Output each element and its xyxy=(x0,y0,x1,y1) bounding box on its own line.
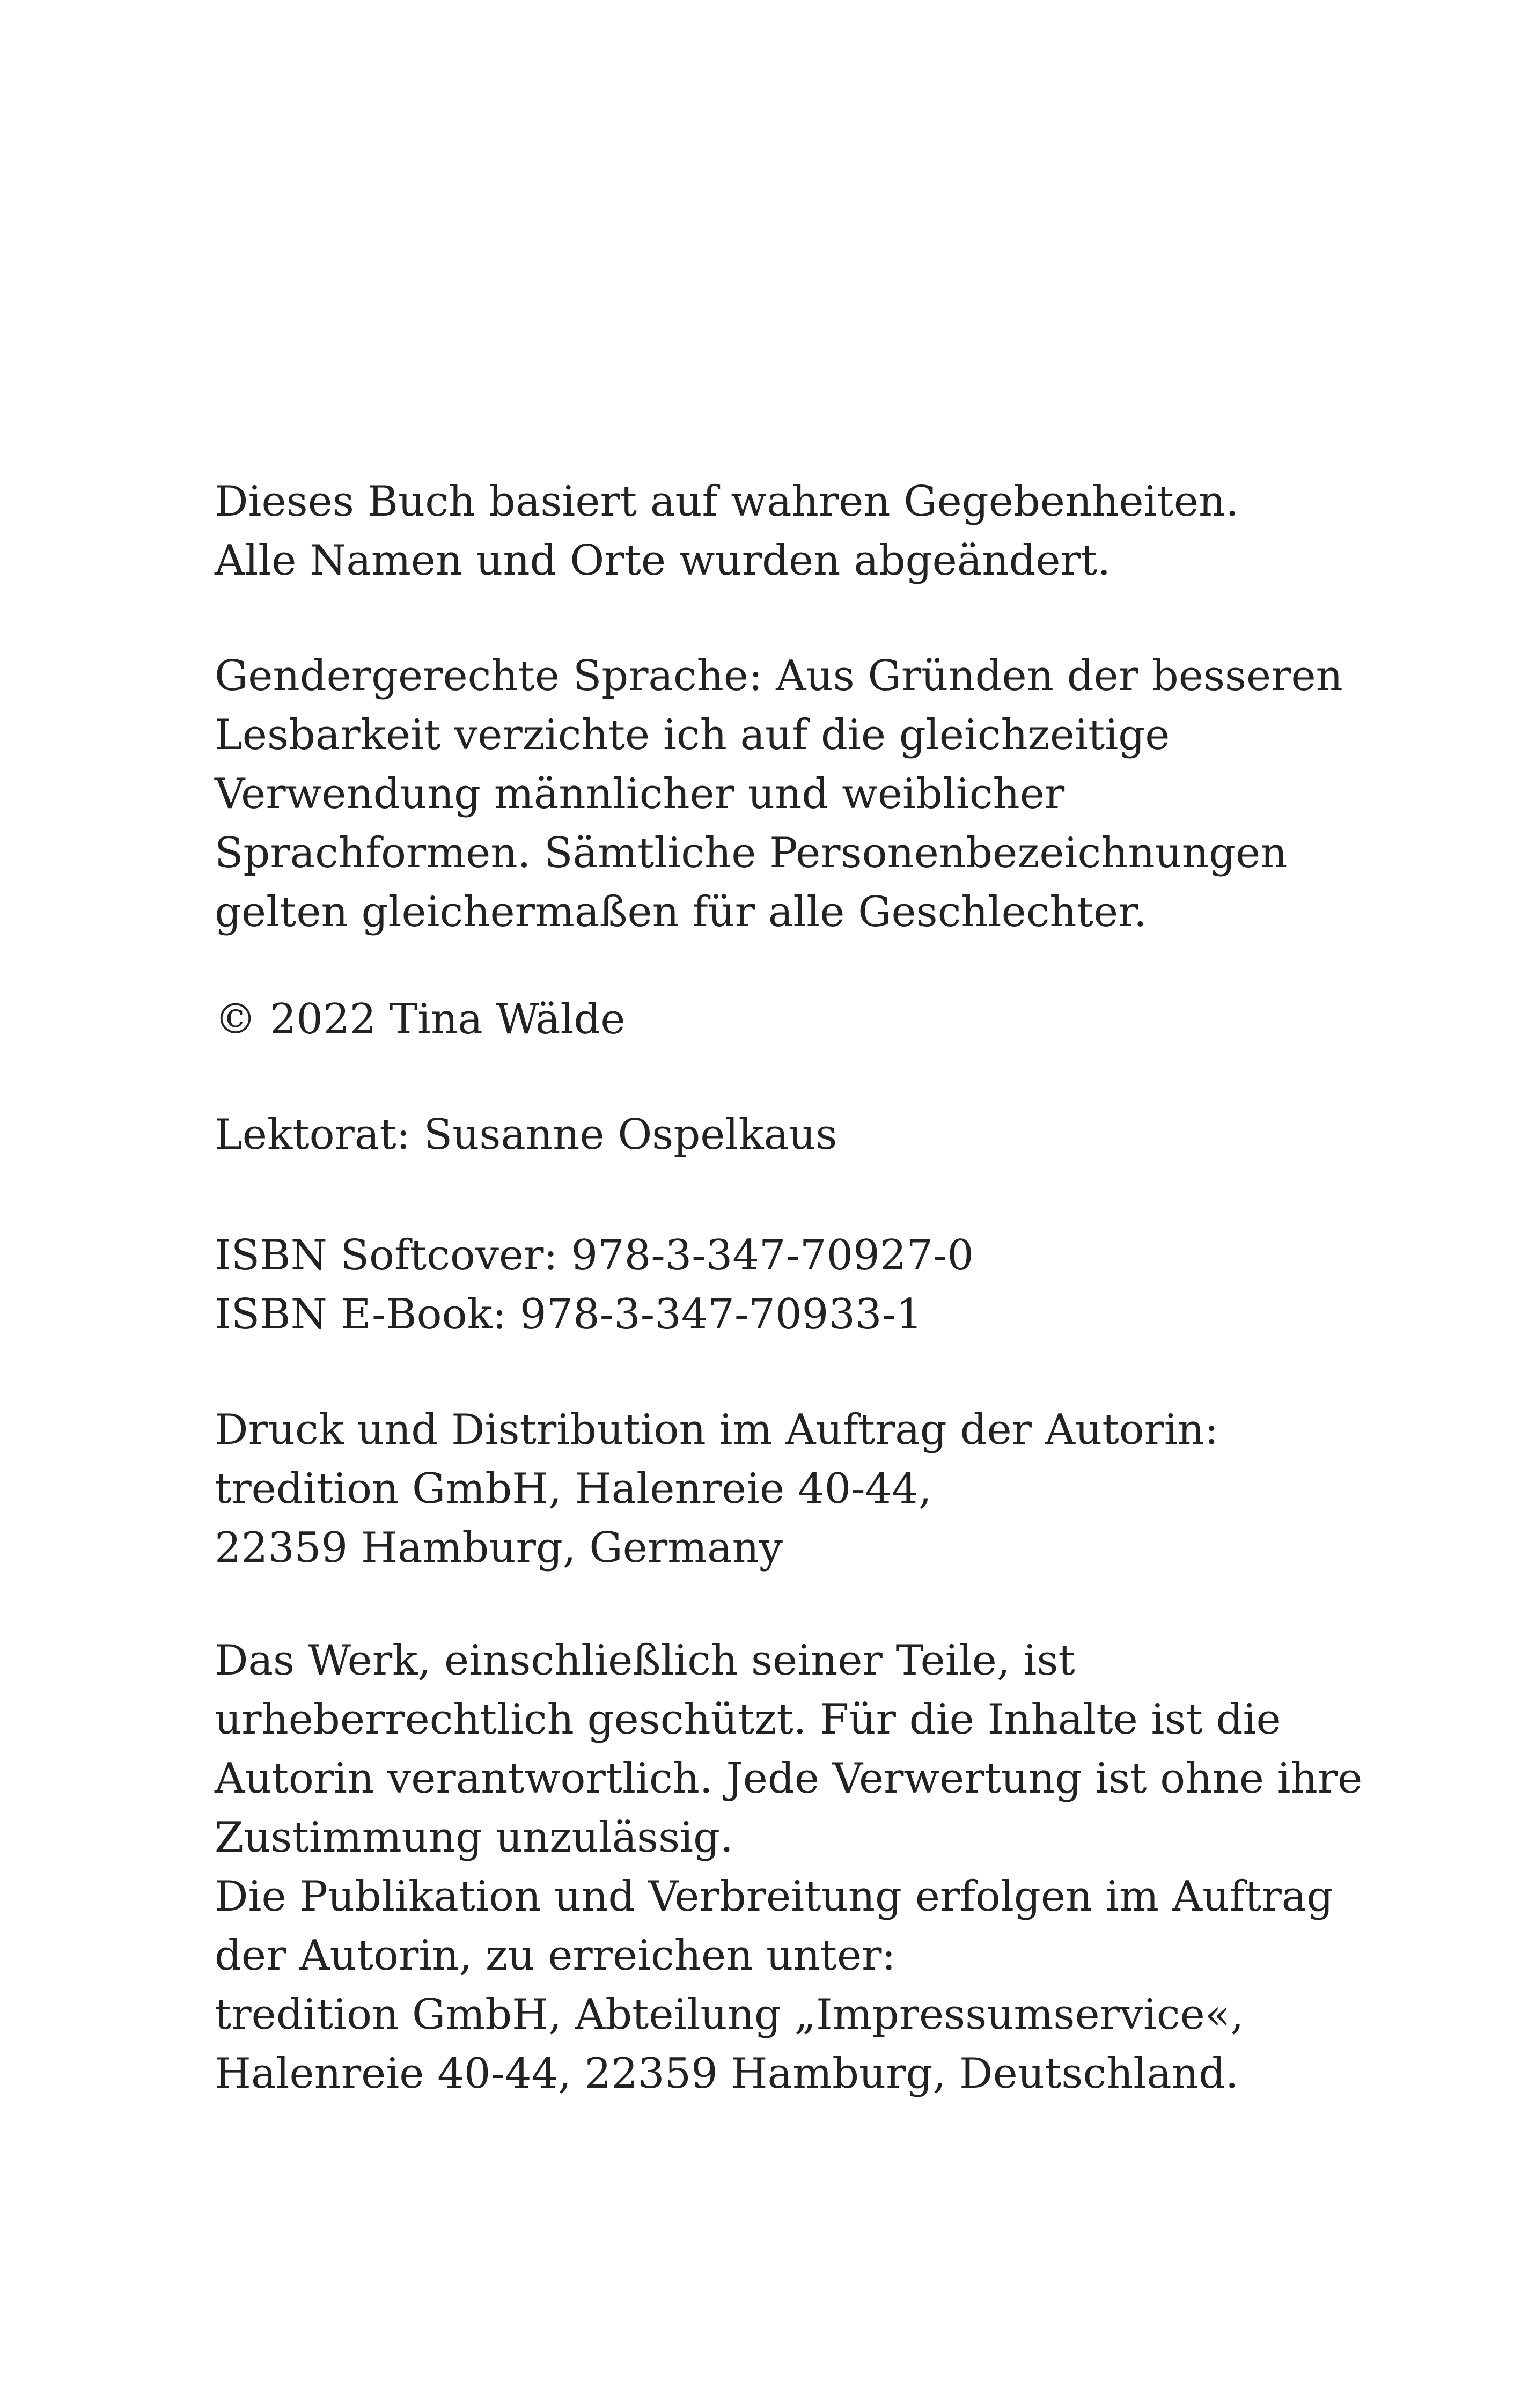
editor-line: Lektorat: Susanne Ospelkaus xyxy=(215,1111,837,1159)
legal-line: Halenreie 40-44, 22359 Hamburg, Deutschland. xyxy=(215,2050,1239,2098)
legal-paragraph xyxy=(215,1631,1363,2103)
isbn-paragraph xyxy=(215,1226,1341,1344)
gender-note-line: Lesbarkeit verzichte ich auf die gleichzeitige xyxy=(215,711,1170,759)
isbn-softcover-line: ISBN Softcover: 978-3-347-70927-0 xyxy=(215,1231,974,1280)
copyright-paragraph xyxy=(215,990,1341,1049)
legal-line: Die Publikation und Verbreitung erfolgen im Auftrag xyxy=(215,1873,1334,1921)
disclaimer-paragraph xyxy=(215,472,1341,590)
legal-line: urheberrechtlich geschützt. Für die Inhalte ist die xyxy=(215,1695,1281,1744)
gender-note-line: Verwendung männlicher und weiblicher xyxy=(215,770,1065,818)
distribution-line: Druck und Distribution im Auftrag der Autorin: xyxy=(215,1406,1219,1454)
legal-line: der Autorin, zu erreichen unter: xyxy=(215,1932,896,1980)
gender-note-paragraph xyxy=(215,647,1341,942)
legal-line: Zustimmung unzulässig. xyxy=(215,1814,733,1862)
disclaimer-line: Alle Namen und Orte wurden abgeändert. xyxy=(215,537,1111,585)
gender-note-line: Gendergerechte Sprache: Aus Gründen der besseren xyxy=(215,652,1343,700)
legal-line: Autorin verantwortlich. Jede Verwertung ist ohne ihre xyxy=(215,1754,1363,1803)
editor-paragraph xyxy=(215,1105,1341,1164)
distribution-line: 22359 Hamburg, Germany xyxy=(215,1524,783,1572)
gender-note-line: gelten gleichermaßen für alle Geschlechter. xyxy=(215,888,1147,936)
gender-note-line: Sprachformen. Sämtliche Personenbezeichnungen xyxy=(215,829,1288,877)
disclaimer-line: Dieses Buch basiert auf wahren Gegebenheiten. xyxy=(215,478,1239,526)
distribution-paragraph xyxy=(215,1400,1341,1577)
copyright-line: © 2022 Tina Wälde xyxy=(215,995,626,1044)
isbn-ebook-line: ISBN E-Book: 978-3-347-70933-1 xyxy=(215,1290,923,1339)
distribution-line: tredition GmbH, Halenreie 40-44, xyxy=(215,1465,932,1513)
legal-line: tredition GmbH, Abteilung „Impressumservice«, xyxy=(215,1991,1244,2039)
legal-line: Das Werk, einschließlich seiner Teile, ist xyxy=(215,1636,1075,1685)
